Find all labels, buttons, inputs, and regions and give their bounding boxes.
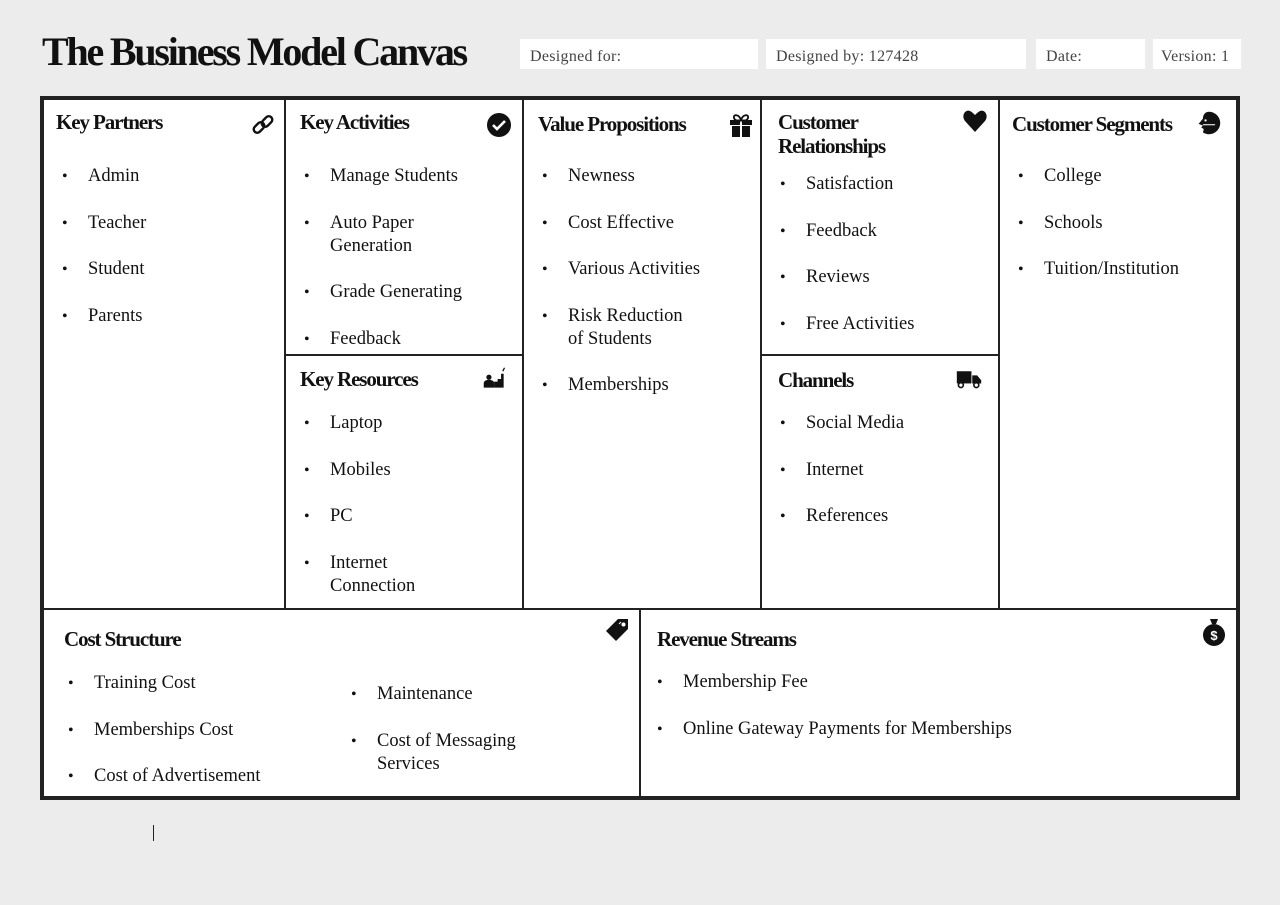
cost-structure-list [351,683,541,799]
list-item: • Maintenance [351,683,541,706]
list-item: • Internet Connection [304,552,444,598]
list-item: • Cost of Advertisement [68,765,328,788]
cost-structure-title: Cost Structure [64,627,181,651]
link-icon [250,112,276,138]
list-item: • Newness [542,165,702,188]
person-head-icon [1196,110,1222,136]
money-bag-icon [1201,618,1227,644]
list-item: • Reviews [780,266,980,289]
customer-relationships-list [780,173,980,359]
list-item: • Training Cost [68,672,328,695]
list-item: • Manage Students [304,165,464,188]
list-item: • Risk Reduction of Students [542,305,702,351]
gift-icon [728,112,754,138]
block-channels [762,356,1000,610]
cost-structure-list [68,672,328,812]
key-partners-title: Key Partners [56,110,163,134]
list-item: • References [780,505,980,528]
key-resources-title: Key Resources [300,367,418,391]
list-item: • Schools [1018,212,1218,235]
block-customer-relationships [762,100,1000,356]
svg-text:$: $ [1210,628,1218,643]
value-propositions-list [542,165,702,421]
block-revenue-streams [641,610,1240,800]
channels-title: Channels [778,368,854,392]
list-item: • PC [304,505,444,528]
list-item: • Student [62,258,266,281]
list-item: • Online Gateway Payments for Memberships [657,718,1220,741]
list-item: • Cost of Messaging Services [351,730,541,776]
truck-icon [956,368,982,394]
factory-worker-icon [482,366,508,392]
list-item: • Auto Paper Generation [304,212,464,258]
heart-icon [962,108,988,134]
list-item: • Memberships Cost [68,719,328,742]
business-model-canvas [40,96,1240,800]
list-item: • Teacher [62,212,266,235]
key-activities-title: Key Activities [300,110,409,134]
list-item: • Grade Generating [304,281,464,304]
key-resources-list [304,412,444,621]
customer-segments-list [1018,165,1218,305]
key-partners-list [62,165,266,351]
block-key-resources [286,356,524,610]
designed-by-field[interactable]: Designed by: 127428 [766,39,1026,69]
block-value-propositions [524,100,762,610]
value-propositions-title: Value Propositions [538,112,686,136]
list-item: • Satisfaction [780,173,980,196]
list-item: • Laptop [304,412,444,435]
list-item: • Social Media [780,412,980,435]
list-item: • Feedback [304,328,464,351]
page-title: The Business Model Canvas [42,29,466,74]
key-activities-list [304,165,464,374]
text-cursor [153,825,154,841]
list-item: • Mobiles [304,459,444,482]
checkmark-circle-icon [486,112,512,138]
list-item: • Membership Fee [657,671,1220,694]
list-item: • College [1018,165,1218,188]
list-item: • Memberships [542,374,702,397]
designed-for-field[interactable]: Designed for: [520,39,758,69]
revenue-streams-title: Revenue Streams [657,627,796,651]
channels-list [780,412,980,552]
revenue-streams-list [657,671,1220,764]
block-key-activities [286,100,524,356]
list-item: • Free Activities [780,313,980,336]
customer-segments-title: Customer Segments [1012,112,1172,136]
price-tag-icon [604,618,630,644]
block-cost-structure [44,610,641,800]
list-item: • Internet [780,459,980,482]
block-customer-segments [1000,100,1238,610]
list-item: • Parents [62,305,266,328]
list-item: • Cost Effective [542,212,702,235]
list-item: • Various Activities [542,258,702,281]
version-field[interactable]: Version: 1 [1153,39,1241,69]
block-key-partners [44,100,286,610]
list-item: • Admin [62,165,266,188]
customer-relationships-title: Customer Relationships [778,110,886,158]
date-field[interactable]: Date: [1036,39,1145,69]
list-item: • Feedback [780,220,980,243]
list-item: • Tuition/Institution [1018,258,1218,281]
